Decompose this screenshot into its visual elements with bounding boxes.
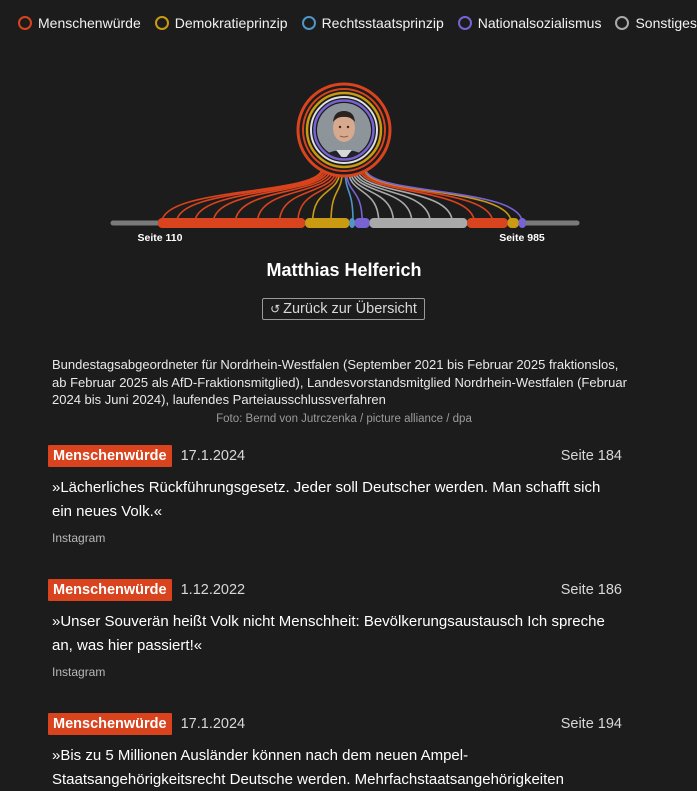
timeline-link-menschenwuerde[interactable] xyxy=(362,168,493,223)
timeline-link-menschenwuerde[interactable] xyxy=(195,168,326,223)
quote-item xyxy=(48,713,622,791)
quote-timeline-visualization xyxy=(0,80,688,250)
timeline-segment-menschenwuerde[interactable] xyxy=(158,218,305,228)
quote-text: »Lächerliches Rückführungsgesetz. Jeder soll Deutscher werden. Man schafft sich ein neues Volk.« xyxy=(52,479,601,520)
category-tag[interactable]: Menschenwürde xyxy=(48,579,172,601)
legend-label: Menschenwürde xyxy=(38,15,141,31)
timeline-segment-nationalsozialismus[interactable] xyxy=(519,218,526,228)
quote-source: Instagram xyxy=(52,665,106,679)
timeline-segment-sonstiges[interactable] xyxy=(370,218,468,228)
category-tag[interactable]: Menschenwürde xyxy=(48,445,172,467)
legend-item-rechtsstaatsprinzip[interactable] xyxy=(302,15,444,31)
back-button-label: Zurück zur Übersicht xyxy=(283,301,417,317)
quote-date: 1.12.2022 xyxy=(180,582,246,598)
quote-item xyxy=(48,445,622,545)
undo-arrow-icon: ↺ xyxy=(270,302,281,316)
timeline-segment-rechtsstaatsprinzip[interactable] xyxy=(349,218,355,228)
quote-text: »Bis zu 5 Millionen Ausländer können nach dem neuen Ampel-Staatsangehörigkeitsrecht Deutsche werden. Mehrfachstaatsangehörigkeiten xyxy=(52,747,564,788)
quote-date: 17.1.2024 xyxy=(180,716,246,732)
timeline-start-label: Seite 110 xyxy=(137,232,183,244)
menschenwuerde-ring-icon xyxy=(18,16,32,30)
quote-page[interactable]: Seite 184 xyxy=(560,448,622,464)
quote-header xyxy=(48,579,622,601)
rechtsstaatsprinzip-ring-icon xyxy=(302,16,316,30)
quote-page[interactable]: Seite 194 xyxy=(560,716,622,732)
legend xyxy=(18,12,697,34)
legend-label: Rechtsstaatsprinzip xyxy=(321,15,444,31)
quote-header xyxy=(48,445,622,467)
back-to-overview-button[interactable] xyxy=(262,298,425,320)
legend-item-menschenwuerde[interactable] xyxy=(18,15,141,31)
quote-date: 17.1.2024 xyxy=(180,448,246,464)
timeline-segments xyxy=(158,218,526,228)
sonstiges-ring-icon xyxy=(615,16,629,30)
legend-label: Nationalsozialismus xyxy=(477,15,602,31)
timeline-link-demokratieprinzip[interactable] xyxy=(364,168,511,223)
legend-item-nationalsozialismus[interactable] xyxy=(458,15,602,31)
legend-item-sonstiges[interactable] xyxy=(615,15,696,31)
legend-item-demokratieprinzip[interactable] xyxy=(155,15,288,31)
person-bio: Bundestagsabgeordneter für Nordrhein-Westfalen (September 2021 bis Februar 2025 fraktionslos, ab Februar 2025 als AfD-Fraktionsmitglied), Landesvorstandsmitglied Nordrhein-Westfalen (Februar 2024 bis Juni 2024), laufendes Parteiausschlussverfahren xyxy=(52,357,627,407)
timeline-segment-menschenwuerde[interactable] xyxy=(467,218,507,228)
legend-label: Sonstiges xyxy=(635,15,697,31)
person-name: Matthias Helferich xyxy=(266,260,422,280)
quote-header xyxy=(48,713,622,735)
timeline-segment-nationalsozialismus[interactable] xyxy=(355,218,370,228)
legend-label: Demokratieprinzip xyxy=(174,15,288,31)
timeline-segment-demokratieprinzip[interactable] xyxy=(305,218,349,228)
quote-source: Instagram xyxy=(52,531,106,545)
nationalsozialismus-ring-icon xyxy=(458,16,472,30)
timeline-segment-demokratieprinzip[interactable] xyxy=(508,218,519,228)
category-tag[interactable]: Menschenwürde xyxy=(48,713,172,735)
quote-page[interactable]: Seite 186 xyxy=(560,582,622,598)
photo-credit: Foto: Bernd von Jutrczenka / picture alliance / dpa xyxy=(216,413,472,425)
timeline-end-label: Seite 985 xyxy=(499,232,545,244)
demokratieprinzip-ring-icon xyxy=(155,16,169,30)
quote-text: »Unser Souverän heißt Volk nicht Menschheit: Bevölkerungsaustausch Ich spreche an, was hier passiert!« xyxy=(52,613,605,654)
quote-item xyxy=(48,579,622,679)
